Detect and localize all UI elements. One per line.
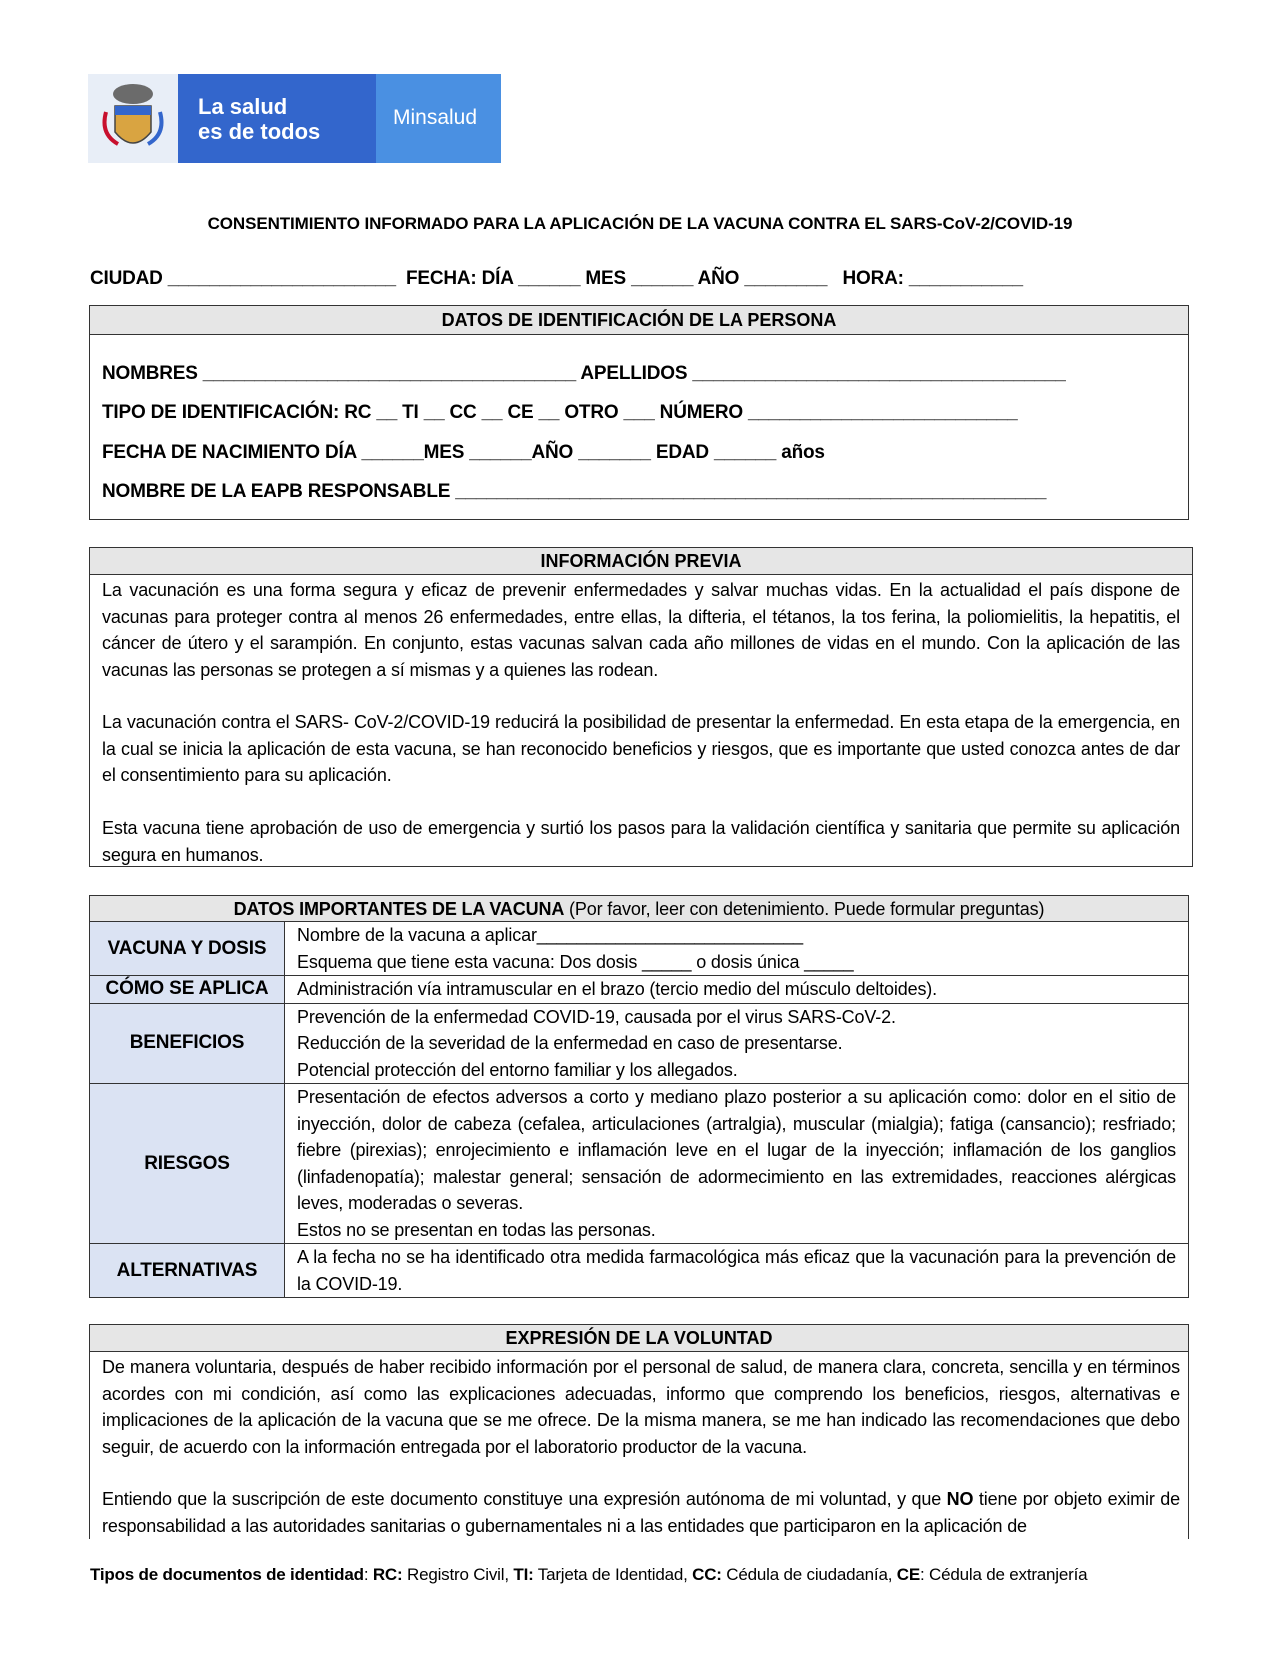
page-title: CONSENTIMIENTO INFORMADO PARA LA APLICACIÓN DE LA VACUNA CONTRA EL SARS-CoV-2/COVID-19 bbox=[207, 214, 1073, 233]
footnote-code: TI: bbox=[513, 1565, 534, 1584]
risk-text: Presentación de efectos adversos a corto y mediano plazo posterior a su aplicación como: dolor en el sitio de inyección, dolor de cabeza (cefalea, articulaciones (artralgia), muscular (mialgia); fatiga (cansancio); resfriado; fiebre (pirexias); enrojecimiento e inflamación leve en el lugar de la inyección; inflamación de los ganglios (linfadenopatía); malestar general; sensación de adormecimiento en las extremidades, reacciones alérgicas leves, moderadas o severas. bbox=[297, 1087, 1176, 1213]
footnote-label: Tipos de documentos de identidad bbox=[90, 1565, 364, 1584]
footnote-text: : Cédula de extranjería bbox=[919, 1565, 1088, 1584]
prior-information-title: INFORMACIÓN PREVIA bbox=[90, 548, 1192, 575]
info-paragraph-2: La vacunación contra el SARS- CoV-2/COVID-19 reducirá la posibilidad de presentar la enfermedad. En esta etapa de la emergencia, en la cual se inicia la aplicación de esta vacuna, se han reconocido beneficios y riesgos, que es importante que usted conozca antes de dar el consentimiento para su aplicación. bbox=[102, 712, 1180, 785]
minsalud-logo bbox=[88, 74, 501, 163]
vaccine-data-title-bold: DATOS IMPORTANTES DE LA VACUNA bbox=[233, 898, 565, 919]
row-content-risks bbox=[285, 1084, 1189, 1244]
application-text: Administración vía intramuscular en el brazo (tercio medio del músculo deltoides). bbox=[297, 979, 937, 999]
colombia-seal-icon bbox=[88, 74, 178, 163]
benefit-item: Prevención de la enfermedad COVID-19, causada por el virus SARS-CoV-2. bbox=[297, 1006, 896, 1027]
vaccine-data-title bbox=[90, 896, 1189, 922]
birthdate-field: FECHA DE NACIMIENTO DÍA ______MES ______AÑO _______ EDAD ______ años bbox=[102, 442, 825, 463]
consent-paragraph-2 bbox=[102, 1486, 1180, 1539]
info-paragraph-1: La vacunación es una forma segura y eficaz de prevenir enfermedades y salvar muchas vidas. En la actualidad el país dispone de vacunas para proteger contra al menos 26 enfermedades, entre ellas, la difteria, el tétanos, la tos ferina, la poliomielitis, la hepatitis, el cáncer de útero y el sarampión. En conjunto, estas vacunas salvan cada año millones de vidas en el mundo. Con la aplicación de las vacunas las personas se protegen a sí mismas y a quienes las rodean. bbox=[102, 580, 1180, 680]
consent-paragraph-2-start: Entiendo que la suscripción de este documento constituye una expresión autónoma de mi voluntad, y que bbox=[102, 1489, 947, 1509]
slogan-text: La salud es de todos bbox=[198, 94, 321, 144]
footnote-text: Tarjeta de Identidad, bbox=[533, 1565, 693, 1584]
table-row bbox=[90, 922, 1189, 976]
names-field: NOMBRES ____________________________________ APELLIDOS ____________________________________ bbox=[102, 363, 1066, 384]
footnote-code: CE bbox=[896, 1565, 920, 1584]
identification-section bbox=[89, 305, 1189, 520]
id-types-footnote: Tipos de documentos de identidad: RC: Registro Civil, TI: Tarjeta de Identidad, CC: Cédula de ciudadanía, CE: Cédula de extranjería bbox=[90, 1565, 1088, 1584]
consent-paragraph-2-end: tiene por objeto eximir de responsabilidad a las autoridades sanitarias o gubernamentales ni a las entidades que participaron en la aplicación de bbox=[102, 1489, 1180, 1536]
identification-title: DATOS DE IDENTIFICACIÓN DE LA PERSONA bbox=[90, 306, 1188, 335]
row-content-alternatives bbox=[285, 1244, 1189, 1298]
consent-expression-title: EXPRESIÓN DE LA VOLUNTAD bbox=[90, 1325, 1188, 1352]
row-label-alternatives: ALTERNATIVAS bbox=[90, 1244, 285, 1298]
brand-text: Minsalud bbox=[393, 106, 478, 129]
eapb-field: NOMBRE DE LA EAPB RESPONSABLE _________________________________________________________ bbox=[102, 481, 1047, 502]
footnote-code: RC: bbox=[372, 1565, 403, 1584]
footnote-text: Cédula de ciudadanía, bbox=[721, 1565, 897, 1584]
footnote-code: CC: bbox=[692, 1565, 722, 1584]
risk-note: Estos no se presentan en todas las personas. bbox=[297, 1219, 656, 1240]
row-content-dose bbox=[285, 922, 1189, 976]
vaccine-data-title-note: (Por favor, leer con detenimiento. Puede formular preguntas) bbox=[564, 898, 1045, 919]
table-row bbox=[90, 1084, 1189, 1244]
consent-paragraph-2-emphasis: NO bbox=[946, 1489, 974, 1509]
consent-expression-section bbox=[89, 1324, 1189, 1539]
vaccine-name-field: Nombre de la vacuna a aplicar___________________________ bbox=[297, 925, 804, 945]
footnote-text: Registro Civil, bbox=[402, 1565, 514, 1584]
table-row bbox=[90, 976, 1189, 1004]
table-row bbox=[90, 1244, 1189, 1298]
row-label-risks: RIESGOS bbox=[90, 1084, 285, 1244]
slogan-block bbox=[178, 74, 376, 163]
alternatives-text: A la fecha no se ha identificado otra medida farmacológica más eficaz que la vacunación para la prevención de la COVID-19. bbox=[297, 1247, 1176, 1294]
benefit-item: Reducción de la severidad de la enfermedad en caso de presentarse. bbox=[297, 1033, 843, 1053]
row-content-application bbox=[285, 976, 1189, 1004]
info-paragraph-3: Esta vacuna tiene aprobación de uso de emergencia y surtió los pasos para la validación científica y sanitaria que permite su aplicación segura en humanos. bbox=[102, 818, 1180, 865]
row-label-application: CÓMO SE APLICA bbox=[90, 976, 285, 1004]
id-type-field: TIPO DE IDENTIFICACIÓN: RC __ TI __ CC __ CE __ OTRO ___ NÚMERO __________________________ bbox=[102, 402, 1018, 423]
brand-block bbox=[376, 74, 501, 163]
consent-paragraph-1: De manera voluntaria, después de haber recibido información por el personal de salud, de manera clara, concreta, sencilla y en términos acordes con mi condición, así como las explicaciones adecuadas, informo que comprendo los beneficios, riesgos, alternativas e implicaciones de la aplicación de la vacuna que se me ofrece. De la misma manera, se me han indicado las recomendaciones que debo seguir, de acuerdo con la información entregada por el laboratorio productor de la vacuna. bbox=[102, 1357, 1180, 1457]
vaccine-data-section bbox=[89, 895, 1189, 1298]
table-row bbox=[90, 1003, 1189, 1084]
benefit-item: Potencial protección del entorno familiar y los allegados. bbox=[297, 1059, 738, 1080]
header-fields: CIUDAD ______________________ FECHA: DÍA ______ MES ______ AÑO ________ HORA: ___________ bbox=[90, 268, 1023, 289]
row-label-benefits: BENEFICIOS bbox=[90, 1003, 285, 1084]
prior-information-section bbox=[89, 547, 1193, 867]
row-content-benefits bbox=[285, 1003, 1189, 1084]
dose-scheme-field: Esquema que tiene esta vacuna: Dos dosis _____ o dosis única _____ bbox=[297, 951, 854, 972]
row-label-dose: VACUNA Y DOSIS bbox=[90, 922, 285, 976]
